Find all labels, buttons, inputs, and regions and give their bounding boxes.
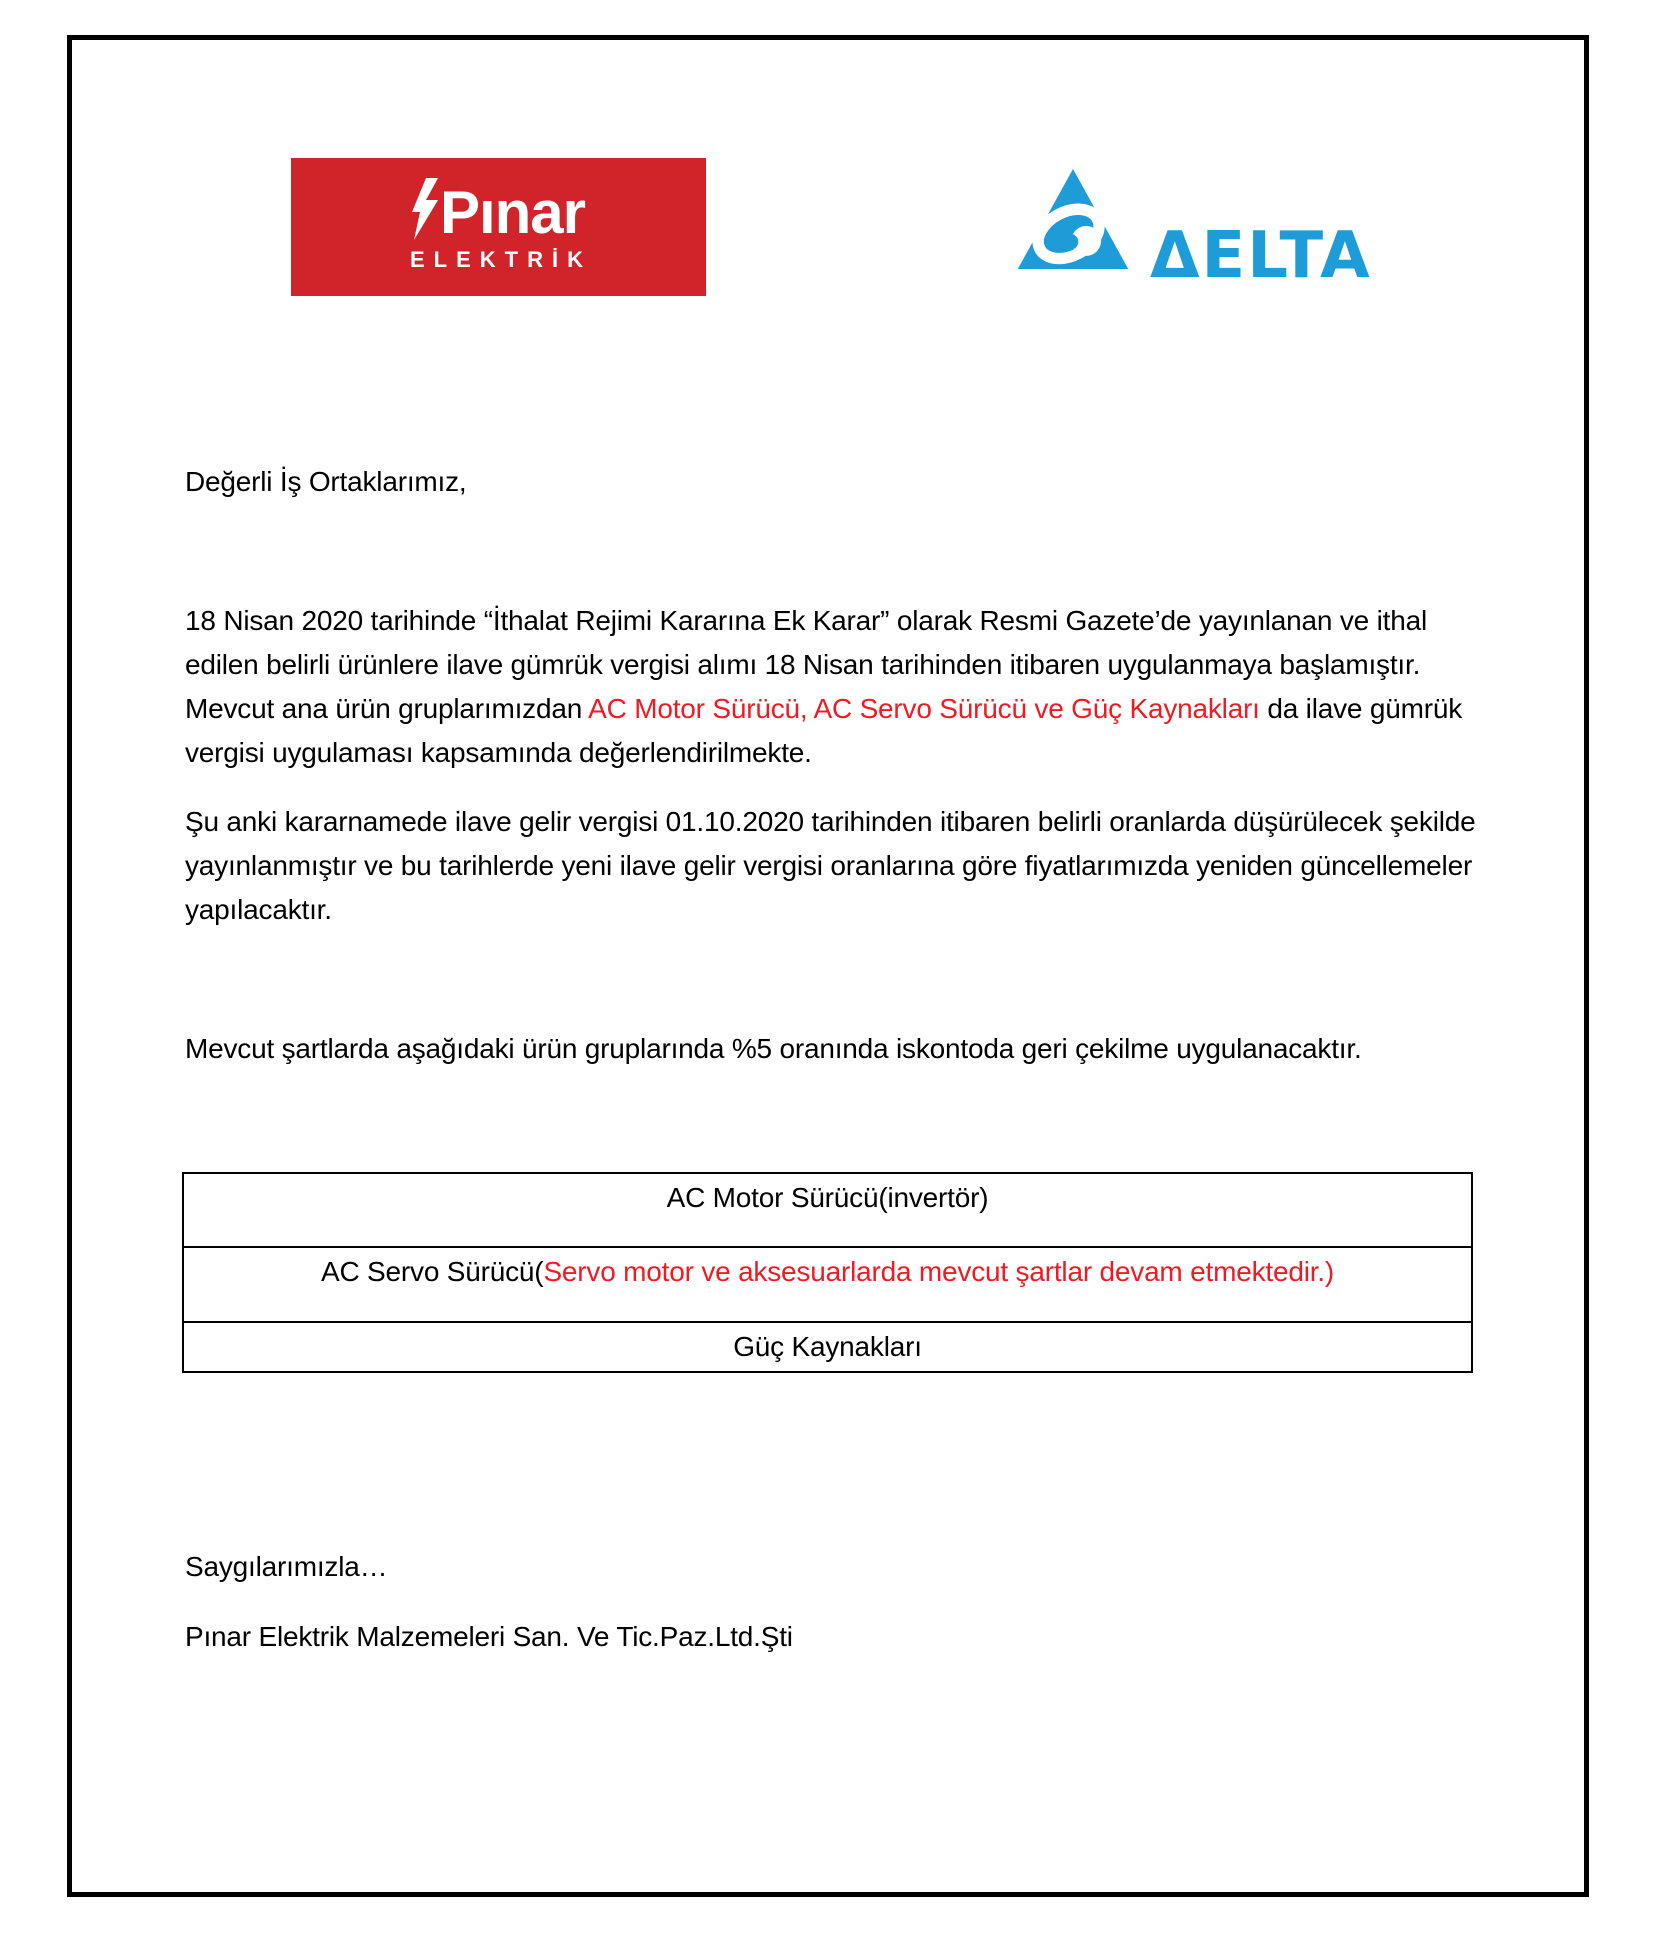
pinar-logo-wordmark: Pınar: [439, 178, 586, 246]
pinar-logo-subtitle: ELEKTRİK: [410, 246, 592, 272]
paragraph-1-highlighted-products: AC Motor Sürücü, AC Servo Sürücü ve Güç Kaynakları: [588, 693, 1260, 724]
letter-paragraph-2: Şu anki kararnamede ilave gelir vergisi 01.10.2020 tarihinden itibaren belirli oranlarda düşürülecek şekilde yayınlanmıştır ve bu tarihlerde yeni ilave gelir vergisi oranlarına göre fiyatlarımızda yeniden güncellemeler yapılacaktır.: [185, 806, 1476, 925]
letter-closing: Saygılarımızla…: [185, 1551, 388, 1582]
letter-paragraph-1: [185, 599, 1495, 775]
table-cell-guc-kaynaklari: Güç Kaynakları: [183, 1322, 1472, 1372]
delta-triangle-swirl-icon: [1016, 161, 1130, 282]
servo-row-highlight-note: Servo motor ve aksesuarlarda mevcut şartlar devam etmektedir.): [543, 1256, 1335, 1287]
letter-greeting: Değerli İş Ortaklarımız,: [185, 466, 467, 497]
paragraph-1-text-after: da ilave gümrük vergisi uygulaması kapsamında değerlendirilmekte.: [185, 693, 1463, 768]
delta-logo: [1016, 166, 1372, 293]
product-groups-table: [182, 1172, 1473, 1373]
pinar-logo-name-row: [412, 178, 586, 246]
lightning-bolt-icon: [412, 178, 438, 244]
table-cell-ac-motor-surucu: AC Motor Sürücü(invertör): [183, 1173, 1472, 1247]
paragraph-1-text-before: 18 Nisan 2020 tarihinde “İthalat Rejimi Kararına Ek Karar” olarak Resmi Gazete’de yayınlanan ve ithal edilen belirli ürünlere ilave gümrük vergisi alımı 18 Nisan tarihinden itibaren uygulanmaya başlamıştır. Mevcut ana ürün gruplarımızdan: [185, 605, 1427, 724]
table-row: [183, 1247, 1472, 1322]
company-signature: Pınar Elektrik Malzemeleri San. Ve Tic.Paz.Ltd.Şti: [185, 1621, 793, 1652]
table-cell-ac-servo-surucu: [183, 1247, 1472, 1322]
delta-logo-wordmark: ΔELTA: [1150, 218, 1372, 293]
servo-row-prefix: AC Servo Sürücü(: [320, 1256, 544, 1287]
pinar-elektrik-logo: [291, 158, 706, 296]
table-row: [183, 1173, 1472, 1247]
table-row: [183, 1322, 1472, 1372]
letter-paragraph-3: Mevcut şartlarda aşağıdaki ürün gruplarında %5 oranında iskontoda geri çekilme uygulanacaktır.: [185, 1033, 1362, 1064]
